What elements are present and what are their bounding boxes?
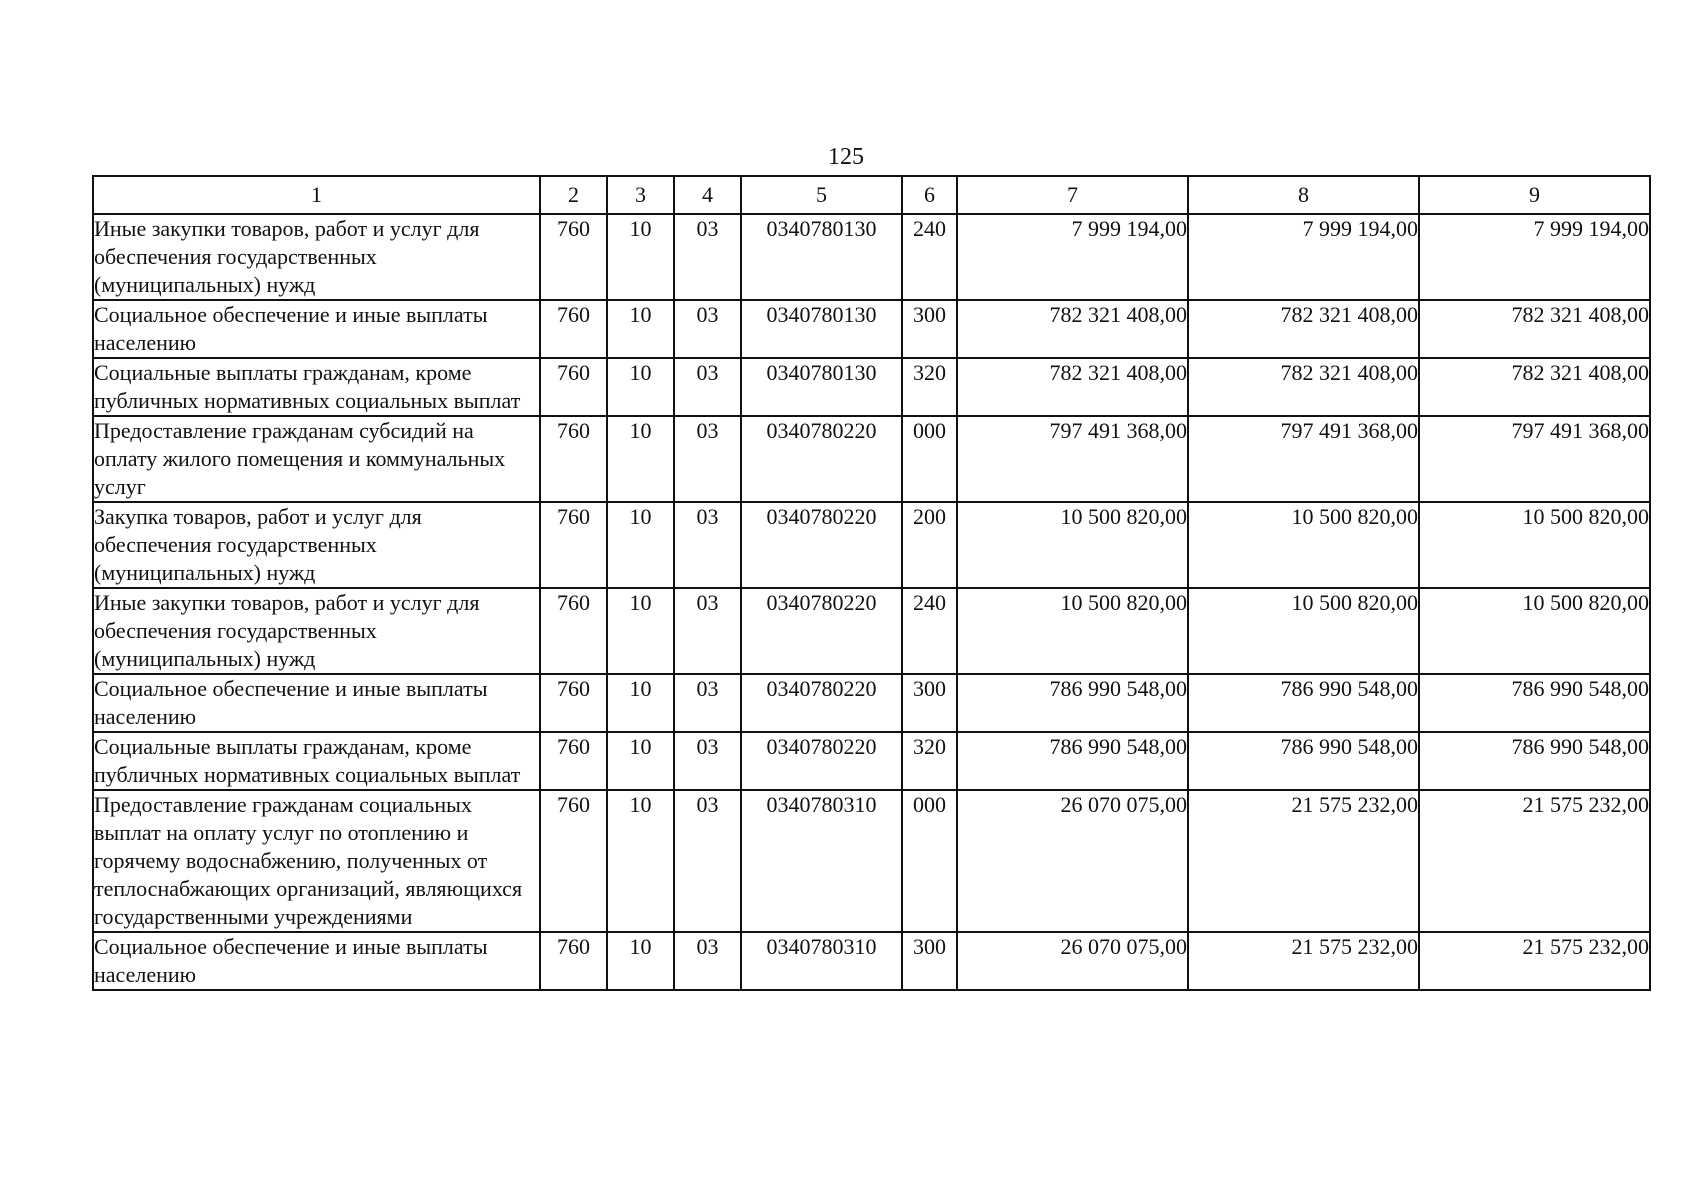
target-article-code: 0340780310 — [741, 932, 902, 990]
column-header: 3 — [607, 176, 674, 214]
section-code: 10 — [607, 300, 674, 358]
amount-col-8: 782 321 408,00 — [1188, 358, 1419, 416]
amount-col-8: 797 491 368,00 — [1188, 416, 1419, 502]
row-name: Иные закупки товаров, работ и услуг для обеспечения государственных (муниципальных) нужд — [93, 588, 540, 674]
section-code: 10 — [607, 416, 674, 502]
table-row — [93, 732, 1650, 790]
admin-code: 760 — [540, 588, 607, 674]
header-row — [93, 176, 1650, 214]
expense-type-code: 200 — [902, 502, 957, 588]
amount-col-8: 21 575 232,00 — [1188, 932, 1419, 990]
subsection-code: 03 — [674, 790, 741, 932]
row-name: Иные закупки товаров, работ и услуг для обеспечения государственных (муниципальных) нужд — [93, 214, 540, 300]
amount-col-7: 10 500 820,00 — [957, 502, 1188, 588]
section-code: 10 — [607, 358, 674, 416]
expense-type-code: 320 — [902, 358, 957, 416]
expense-type-code: 000 — [902, 416, 957, 502]
target-article-code: 0340780220 — [741, 502, 902, 588]
budget-table — [92, 175, 1651, 991]
target-article-code: 0340780130 — [741, 214, 902, 300]
table-row — [93, 588, 1650, 674]
amount-col-9: 10 500 820,00 — [1419, 588, 1650, 674]
amount-col-7: 786 990 548,00 — [957, 732, 1188, 790]
table-row — [93, 790, 1650, 932]
amount-col-9: 782 321 408,00 — [1419, 358, 1650, 416]
amount-col-8: 10 500 820,00 — [1188, 502, 1419, 588]
admin-code: 760 — [540, 932, 607, 990]
row-name: Предоставление гражданам субсидий на оплату жилого помещения и коммунальных услуг — [93, 416, 540, 502]
table-row — [93, 932, 1650, 990]
admin-code: 760 — [540, 732, 607, 790]
section-code: 10 — [607, 502, 674, 588]
expense-type-code: 300 — [902, 674, 957, 732]
amount-col-9: 782 321 408,00 — [1419, 300, 1650, 358]
section-code: 10 — [607, 674, 674, 732]
amount-col-7: 7 999 194,00 — [957, 214, 1188, 300]
amount-col-7: 782 321 408,00 — [957, 300, 1188, 358]
expense-type-code: 300 — [902, 300, 957, 358]
amount-col-9: 797 491 368,00 — [1419, 416, 1650, 502]
amount-col-7: 782 321 408,00 — [957, 358, 1188, 416]
amount-col-8: 7 999 194,00 — [1188, 214, 1419, 300]
amount-col-8: 786 990 548,00 — [1188, 732, 1419, 790]
page-number: 125 — [828, 144, 864, 170]
column-header: 2 — [540, 176, 607, 214]
amount-col-8: 782 321 408,00 — [1188, 300, 1419, 358]
amount-col-8: 21 575 232,00 — [1188, 790, 1419, 932]
column-header: 9 — [1419, 176, 1650, 214]
target-article-code: 0340780310 — [741, 790, 902, 932]
amount-col-9: 786 990 548,00 — [1419, 674, 1650, 732]
amount-col-7: 797 491 368,00 — [957, 416, 1188, 502]
column-header: 1 — [93, 176, 540, 214]
admin-code: 760 — [540, 790, 607, 932]
expense-type-code: 000 — [902, 790, 957, 932]
amount-col-8: 10 500 820,00 — [1188, 588, 1419, 674]
expense-type-code: 320 — [902, 732, 957, 790]
target-article-code: 0340780220 — [741, 588, 902, 674]
column-header: 7 — [957, 176, 1188, 214]
row-name: Закупка товаров, работ и услуг для обеспечения государственных (муниципальных) нужд — [93, 502, 540, 588]
target-article-code: 0340780130 — [741, 300, 902, 358]
amount-col-9: 7 999 194,00 — [1419, 214, 1650, 300]
amount-col-9: 786 990 548,00 — [1419, 732, 1650, 790]
amount-col-9: 21 575 232,00 — [1419, 932, 1650, 990]
row-name: Социальное обеспечение и иные выплаты населению — [93, 674, 540, 732]
subsection-code: 03 — [674, 674, 741, 732]
subsection-code: 03 — [674, 732, 741, 790]
amount-col-7: 786 990 548,00 — [957, 674, 1188, 732]
admin-code: 760 — [540, 300, 607, 358]
row-name: Социальное обеспечение и иные выплаты населению — [93, 932, 540, 990]
amount-col-9: 10 500 820,00 — [1419, 502, 1650, 588]
target-article-code: 0340780220 — [741, 732, 902, 790]
column-header: 6 — [902, 176, 957, 214]
section-code: 10 — [607, 790, 674, 932]
section-code: 10 — [607, 732, 674, 790]
subsection-code: 03 — [674, 300, 741, 358]
row-name: Социальные выплаты гражданам, кроме публичных нормативных социальных выплат — [93, 358, 540, 416]
subsection-code: 03 — [674, 214, 741, 300]
target-article-code: 0340780220 — [741, 416, 902, 502]
column-header: 5 — [741, 176, 902, 214]
row-name: Социальные выплаты гражданам, кроме публичных нормативных социальных выплат — [93, 732, 540, 790]
subsection-code: 03 — [674, 358, 741, 416]
amount-col-7: 10 500 820,00 — [957, 588, 1188, 674]
table-row — [93, 674, 1650, 732]
admin-code: 760 — [540, 674, 607, 732]
target-article-code: 0340780220 — [741, 674, 902, 732]
subsection-code: 03 — [674, 502, 741, 588]
section-code: 10 — [607, 588, 674, 674]
column-header: 4 — [674, 176, 741, 214]
target-article-code: 0340780130 — [741, 358, 902, 416]
row-name: Предоставление гражданам социальных выплат на оплату услуг по отоплению и горячему водоснабжению, полученных от теплоснабжающих организаций, являющихся государственными учреждениями — [93, 790, 540, 932]
amount-col-7: 26 070 075,00 — [957, 790, 1188, 932]
table-row — [93, 502, 1650, 588]
subsection-code: 03 — [674, 932, 741, 990]
expense-type-code: 240 — [902, 214, 957, 300]
expense-type-code: 240 — [902, 588, 957, 674]
subsection-code: 03 — [674, 588, 741, 674]
row-name: Социальное обеспечение и иные выплаты населению — [93, 300, 540, 358]
amount-col-7: 26 070 075,00 — [957, 932, 1188, 990]
column-header: 8 — [1188, 176, 1419, 214]
amount-col-8: 786 990 548,00 — [1188, 674, 1419, 732]
expense-type-code: 300 — [902, 932, 957, 990]
table-row — [93, 358, 1650, 416]
subsection-code: 03 — [674, 416, 741, 502]
admin-code: 760 — [540, 502, 607, 588]
admin-code: 760 — [540, 214, 607, 300]
table-row — [93, 214, 1650, 300]
amount-col-9: 21 575 232,00 — [1419, 790, 1650, 932]
admin-code: 760 — [540, 416, 607, 502]
table-row — [93, 416, 1650, 502]
admin-code: 760 — [540, 358, 607, 416]
section-code: 10 — [607, 932, 674, 990]
section-code: 10 — [607, 214, 674, 300]
table-row — [93, 300, 1650, 358]
